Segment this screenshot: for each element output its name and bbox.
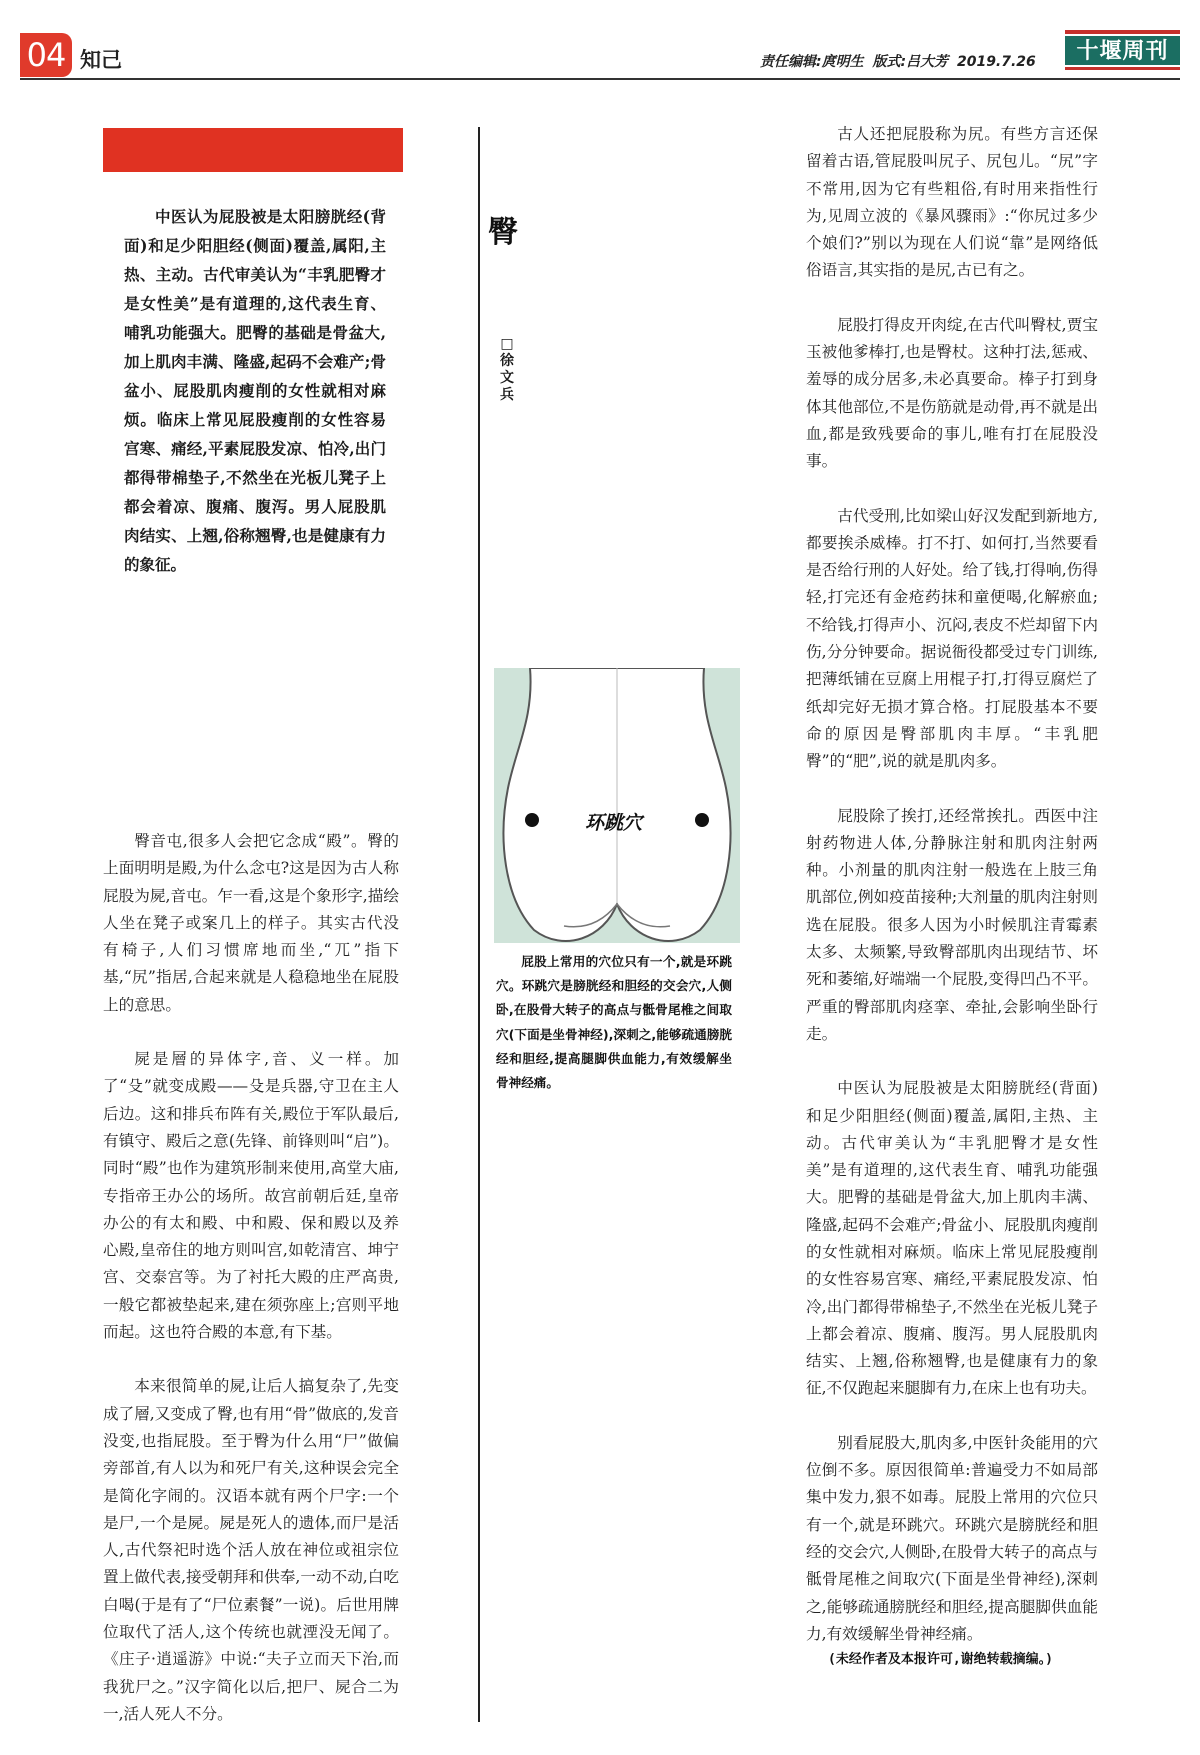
left-column bbox=[103, 828, 399, 1755]
body-paragraph: 别看屁股大,肌肉多,中医针灸能用的穴位倒不多。原因很简单:普遍受力不如局部集中发力,狠不如毒。屁股上常用的穴位只有一个,就是环跳穴。环跳穴是膀胱经和胆经的交会穴,人侧卧,在股骨大转子的高点与骶骨尾椎之间取穴(下面是坐骨神经),深刺之,能够疏通膀胱经和胆经,提高腿脚供血能力,有效缓解坐骨神经痛。 bbox=[806, 1433, 1098, 1643]
editor-credit: 责任编辑:庹明生 bbox=[760, 54, 864, 70]
article-intro bbox=[124, 202, 386, 579]
acupoint-label: 环跳穴 bbox=[585, 812, 643, 834]
column-divider bbox=[478, 127, 480, 1722]
body-paragraph: 屁股打得皮开肉绽,在古代叫臀杖,贾宝玉被他爹棒打,也是臀杖。这种打法,惩戒、羞辱的成分居多,未必真要命。棒子打到身体其他部位,不是伤筋就是动骨,再不就是出血,都是致残要命的事儿,唯有打在屁股没事。 bbox=[806, 315, 1098, 471]
right-column bbox=[806, 121, 1098, 1675]
body-paragraph: 古代受刑,比如梁山好汉发配到新地方,都要挨杀威棒。打不打、如何打,当然要看是否给行刑的人好处。给了钱,打得响,伤得轻,打完还有金疮药抹和童便喝,化解瘀血;不给钱,打得声小、沉闷,表皮不烂却留下内伤,分分钟要命。据说衙役都受过专门训练,把薄纸铺在豆腐上用棍子打,打得豆腐烂了纸却完好无损才算合格。打屁股基本不要命的原因是臀部肌肉丰厚。“丰乳肥臀”的“肥”,说的就是肌肉多。 bbox=[806, 506, 1098, 771]
header-credits bbox=[760, 51, 1040, 71]
article-byline: □徐文兵 bbox=[500, 336, 514, 403]
issue-date: 2019.7.26 bbox=[956, 54, 1036, 70]
acupoint-right-dot bbox=[695, 813, 709, 827]
red-banner bbox=[103, 128, 403, 172]
acupoint-left-dot bbox=[525, 813, 539, 827]
body-paragraph: 屁股除了挨打,还经常挨扎。西医中注射药物进人体,分静脉注射和肌肉注射两种。小剂量的肌肉注射一般选在上肢三角肌部位,例如疫苗接种;大剂量的肌肉注射则选在屁股。很多人因为小时候肌注青霉素太多、太频繁,导致臀部肌肉出现结节、坏死和萎缩,好端端一个屁股,变得凹凸不平。严重的臀部肌肉痉挛、牵扯,会影响坐卧行走。 bbox=[806, 806, 1098, 1043]
layout-credit: 版式:吕大芳 bbox=[872, 54, 949, 70]
article-headline: 臀 bbox=[488, 215, 518, 250]
body-paragraph: 中医认为屁股被是太阳膀胱经(背面)和足少阳胆经(侧面)覆盖,属阳,主热、主动。古代审美认为“丰乳肥臀才是女性美”是有道理的,这代表生育、哺乳功能强大。肥臀的基础是骨盆大,加上肌肉丰满、隆盛,起码不会难产;骨盆小、屁股肌肉瘦削的女性就相对麻烦。临床上常见屁股瘦削的女性容易宫寒、痛经,平素屁股发凉、怕冷,出门都得带棉垫子,不然坐在光板儿凳子上都会着凉、腹痛、腹泻。男人屁股肌肉结实、上翘,俗称翘臀,也是健康有力的象征,不仅跑起来腿脚有力,在床上也有功夫。 bbox=[806, 1079, 1098, 1398]
body-paragraph: 屍是層的异体字,音、义一样。加了“殳”就变成殿——殳是兵器,守卫在主人后边。这和排兵布阵有关,殿位于军队最后,有镇守、殿后之意(先锋、前锋则叫“启”)。同时“殿”也作为建筑形制来使用,高堂大庙,专指帝王办公的场所。故宫前朝后廷,皇帝办公的有太和殿、中和殿、保和殿以及养心殿,皇帝住的地方则叫宫,如乾清宫、坤宁宫、交泰宫等。为了衬托大殿的庄严高贵,一般它都被垫起来,建在须弥座上;宫则平地而起。这也符合殿的本意,有下基。 bbox=[103, 1050, 399, 1342]
intro-paragraph: 中医认为屁股被是太阳膀胱经(背面)和足少阳胆经(侧面)覆盖,属阳,主热、主动。古代审美认为“丰乳肥臀才是女性美”是有道理的,这代表生育、哺乳功能强大。肥臀的基础是骨盆大,加上肌肉丰满、隆盛,起码不会难产;骨盆小、屁股肌肉瘦削的女性就相对麻烦。临床上常见屁股瘦削的女性容易宫寒、痛经,平素屁股发凉、怕冷,出门都得带棉垫子,不然坐在光板儿凳子上都会着凉、腹痛、腹泻。男人屁股肌肉结实、上翘,俗称翘臀,也是健康有力的象征。 bbox=[124, 207, 386, 574]
page-number: 04 bbox=[20, 33, 72, 77]
newspaper-logo bbox=[1065, 30, 1180, 70]
section-title: 知己 bbox=[80, 48, 122, 72]
figure-caption bbox=[496, 950, 732, 1095]
logo-text: 十堰周刊 bbox=[1065, 36, 1180, 65]
body-paragraph: 本来很简单的屍,让后人搞复杂了,先变成了層,又变成了臀,也有用“骨”做底的,发音没变,也指屁股。至于臀为什么用“尸”做偏旁部首,有人以为和死尸有关,这种误会完全是简化字闹的。汉语本就有两个尸字:一个是尸,一个是屍。屍是死人的遗体,而尸是活人,古代祭祀时选个活人放在神位或祖宗位置上做代表,接受朝拜和供奉,一动不动,白吃白喝(于是有了“尸位素餐”一说)。后世用牌位取代了活人,这个传统也就湮没无闻了。《庄子·逍遥游》中说:“夫子立而天下治,而我犹尸之。”汉字简化以后,把尸、屍合二为一,活人死人不分。 bbox=[103, 1377, 399, 1723]
body-paragraph: 臀音屯,很多人会把它念成“殿”。臀的上面明明是殿,为什么念屯?这是因为古人称屁股为屍,音屯。乍一看,这是个象形字,描绘人坐在凳子或案几上的样子。其实古代没有椅子,人们习惯席地而坐,“兀”指下基,“尻”指居,合起来就是人稳稳地坐在屁股上的意思。 bbox=[103, 832, 399, 1014]
copyright-note: (未经作者及本报许可,谢绝转载摘编。) bbox=[828, 1652, 1053, 1667]
buttocks-illustration bbox=[494, 668, 740, 943]
caption-text: 屁股上常用的穴位只有一个,就是环跳穴。环跳穴是膀胱经和胆经的交会穴,人侧卧,在股骨大转子的高点与骶骨尾椎之间取穴(下面是坐骨神经),深刺之,能够疏通膀胱经和胆经,提高腿脚供血能力,有效缓解坐骨神经痛。 bbox=[496, 954, 732, 1091]
header-divider bbox=[20, 78, 1180, 80]
body-paragraph: 古人还把屁股称为尻。有些方言还保留着古语,管屁股叫尻子、尻包儿。“尻”字不常用,因为它有些粗俗,有时用来指性行为,见周立波的《暴风骤雨》:“你尻过多少个娘们?”别以为现在人们说“靠”是网络低俗语言,其实指的是尻,古已有之。 bbox=[806, 125, 1098, 280]
